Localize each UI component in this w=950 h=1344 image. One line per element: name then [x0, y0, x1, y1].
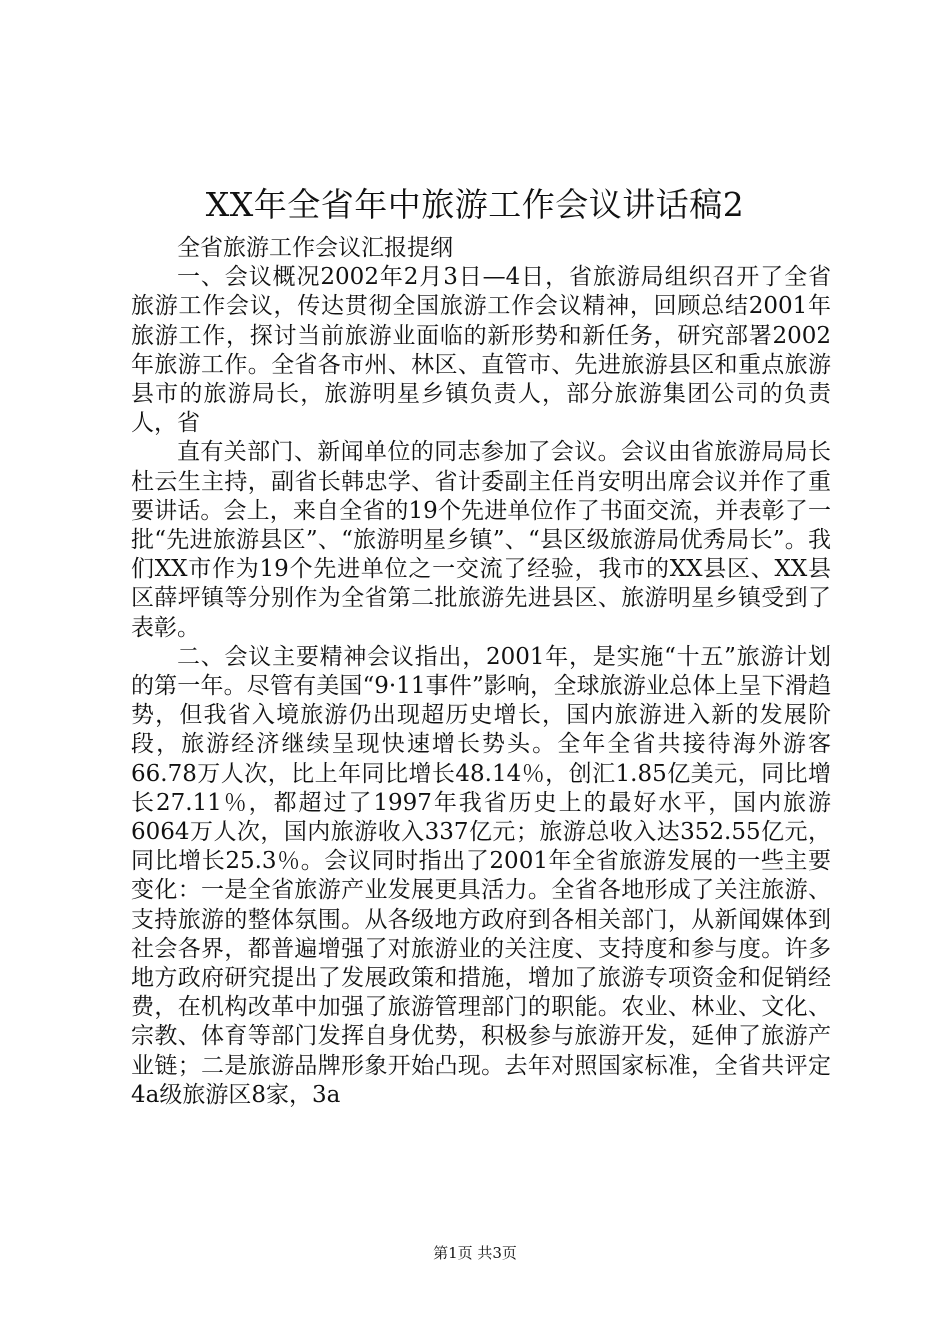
paragraph-2: 直有关部门、新闻单位的同志参加了会议。会议由省旅游局局长杜云生主持，副省长韩忠学、省计委副主任肖安明出席会议并作了重要讲话。会上，来自全省的19个先进单位作了书面交流，并表彰了一批“先进旅游县区”、“旅游明星乡镇”、“县区级旅游局优秀局长”。我们XX市作为19个先进单位之一交流了经验，我市的XX县区、XX县区薛坪镇等分别作为全省第二批旅游先进县区、旅游明星乡镇受到了表彰。	[131, 439, 831, 641]
paragraph-3: 二、会议主要精神会议指出，2001年，是实施“十五”旅游计划的第一年。尽管有美国“9·11事件”影响，全球旅游业总体上呈下滑趋势，但我省入境旅游仍出现超历史增长，国内旅游进入新的发展阶段，旅游经济继续呈现快速增长势头。全年全省共接待海外游客66.78万人次，比上年同比增长48.14％，创汇1.85亿美元，同比增长27.11％，都超过了1997年我省历史上的最好水平，国内旅游6064万人次，国内旅游收入337亿元；旅游总收入达352.55亿元，同比增长25.3％。会议同时指出了2001年全省旅游发展的一些主要变化：一是全省旅游产业发展更具活力。全省各地形成了关注旅游、支持旅游的整体氛围。从各级地方政府到各相关部门，从新闻媒体到社会各界，都普遍增强了对旅游业的关注度、支持度和参与度。许多地方政府研究提出了发展政策和措施，增加了旅游专项资金和促销经费，在机构改革中加强了旅游管理部门的职能。农业、林业、文化、宗教、体育等部门发挥自身优势，积极参与旅游开发，延伸了旅游产业链；二是旅游品牌形象开始凸现。去年对照国家标准，全省共评定4a级旅游区8家，3a	[131, 643, 831, 1108]
paragraph-subtitle: 全省旅游工作会议汇报提纲	[177, 235, 453, 261]
document-body	[131, 234, 831, 1110]
page-footer: 第1页 共3页	[433, 1244, 517, 1262]
paragraph-1: 一、会议概况2002年2月3日—4日，省旅游局组织召开了全省旅游工作会议，传达贯彻全国旅游工作会议精神，回顾总结2001年旅游工作，探讨当前旅游业面临的新形势和新任务，研究部署2002年旅游工作。全省各市州、林区、直管市、先进旅游县区和重点旅游县市的旅游局长，旅游明星乡镇负责人，部分旅游集团公司的负责人，省	[131, 264, 831, 437]
document-title: XX年全省年中旅游工作会议讲话稿2	[205, 185, 745, 224]
